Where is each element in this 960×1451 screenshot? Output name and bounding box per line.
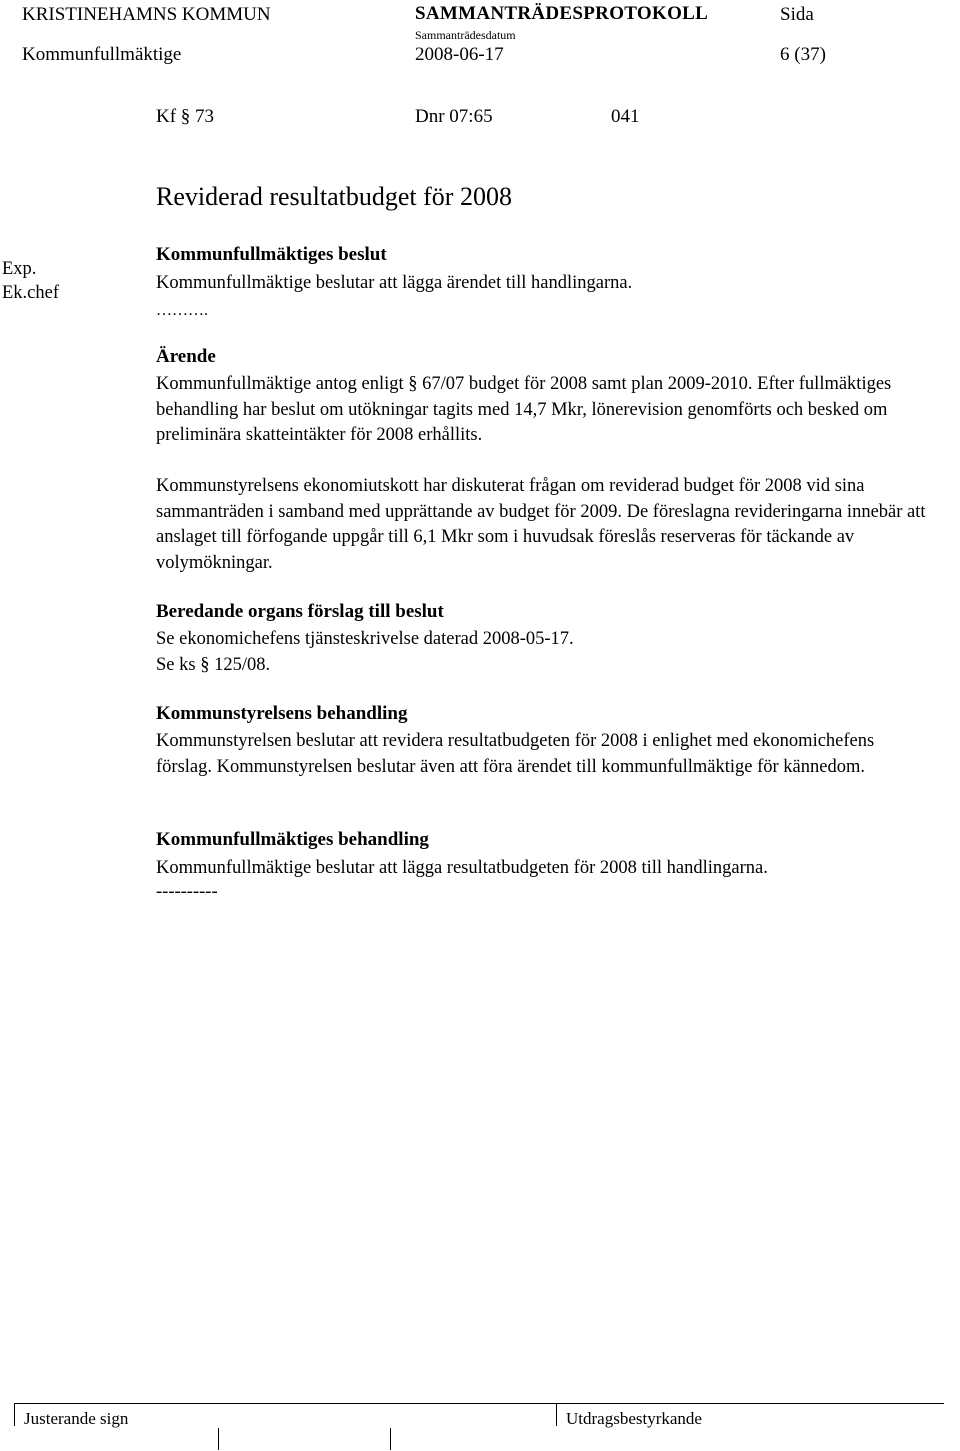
signature-box-divider-2	[390, 1428, 391, 1450]
extract-label: Utdragsbestyrkande	[566, 1409, 702, 1428]
ks-handling-paragraph	[156, 729, 896, 780]
matter-paragraph-1	[156, 372, 946, 449]
matter-paragraph-2	[156, 474, 946, 576]
margin-recipient: Ek.chef	[2, 283, 60, 303]
kf-handling-text: Kommunfullmäktige beslutar att lägga resultatbudgeten för 2008 till handlingarna.	[156, 858, 768, 878]
case-code: 041	[611, 106, 640, 127]
protocol-title: SAMMANTRÄDESPROTOKOLL	[415, 3, 709, 24]
case-paragraph: Kf § 73	[156, 106, 215, 127]
footer-tick-middle	[556, 1404, 557, 1426]
decision-text: Kommunfullmäktige beslutar att lägga ärendet till handlingarna.	[156, 273, 633, 293]
matter-text-2: Kommunstyrelsens ekonomiutskott har diskuterat frågan om reviderad budget för 2008 vid sina sammanträden i samband med upprättande av budget för 2009. De föreslagna revideringarna innebär att anslaget till förfogande uppgår till 6,1 Mkr som i huvudsak föreslås reserveras för täckande av volymökningar.	[156, 476, 926, 573]
ks-handling-text: Kommunstyrelsen beslutar att revidera resultatbudgeten för 2008 i enlighet med ekonomichefens förslag. Kommunstyrelsen beslutar även att föra ärendet till kommunfullmäktige för kännedom.	[156, 731, 875, 777]
proposal-line-1: Se ekonomichefens tjänsteskrivelse daterad 2008-05-17.	[156, 629, 574, 649]
margin-exp: Exp.	[2, 259, 37, 279]
decision-heading: Kommunfullmäktiges beslut	[156, 244, 387, 265]
meeting-date: 2008-06-17	[415, 44, 504, 65]
signature-box-divider-1	[218, 1428, 219, 1450]
footer-divider	[14, 1403, 944, 1404]
signature-label: Justerande sign	[24, 1409, 129, 1428]
matter-heading: Ärende	[156, 346, 216, 367]
kf-handling-heading: Kommunfullmäktiges behandling	[156, 829, 429, 850]
date-label: Sammanträdesdatum	[415, 28, 516, 42]
diary-number: Dnr 07:65	[415, 106, 493, 127]
body-name: Kommunfullmäktige	[22, 44, 182, 65]
ks-handling-heading: Kommunstyrelsens behandling	[156, 703, 408, 724]
page-label: Sida	[780, 4, 814, 25]
footer-tick-left	[14, 1404, 15, 1426]
page-number: 6 (37)	[780, 44, 826, 65]
decision-dots: ……….	[156, 302, 208, 319]
proposal-line-2: Se ks § 125/08.	[156, 655, 271, 675]
document-title: Reviderad resultatbudget för 2008	[156, 182, 512, 211]
proposal-heading: Beredande organs förslag till beslut	[156, 601, 444, 622]
end-mark: ----------	[156, 882, 218, 902]
municipality-name: KRISTINEHAMNS KOMMUN	[22, 4, 271, 25]
matter-text-1: Kommunfullmäktige antog enligt § 67/07 budget för 2008 samt plan 2009-2010. Efter fullmäktiges behandling har beslut om utökningar tagits med 14,7 Mkr, lönerevision genomförts och besked om preliminära skatteintäkter för 2008 erhållits.	[156, 374, 892, 446]
